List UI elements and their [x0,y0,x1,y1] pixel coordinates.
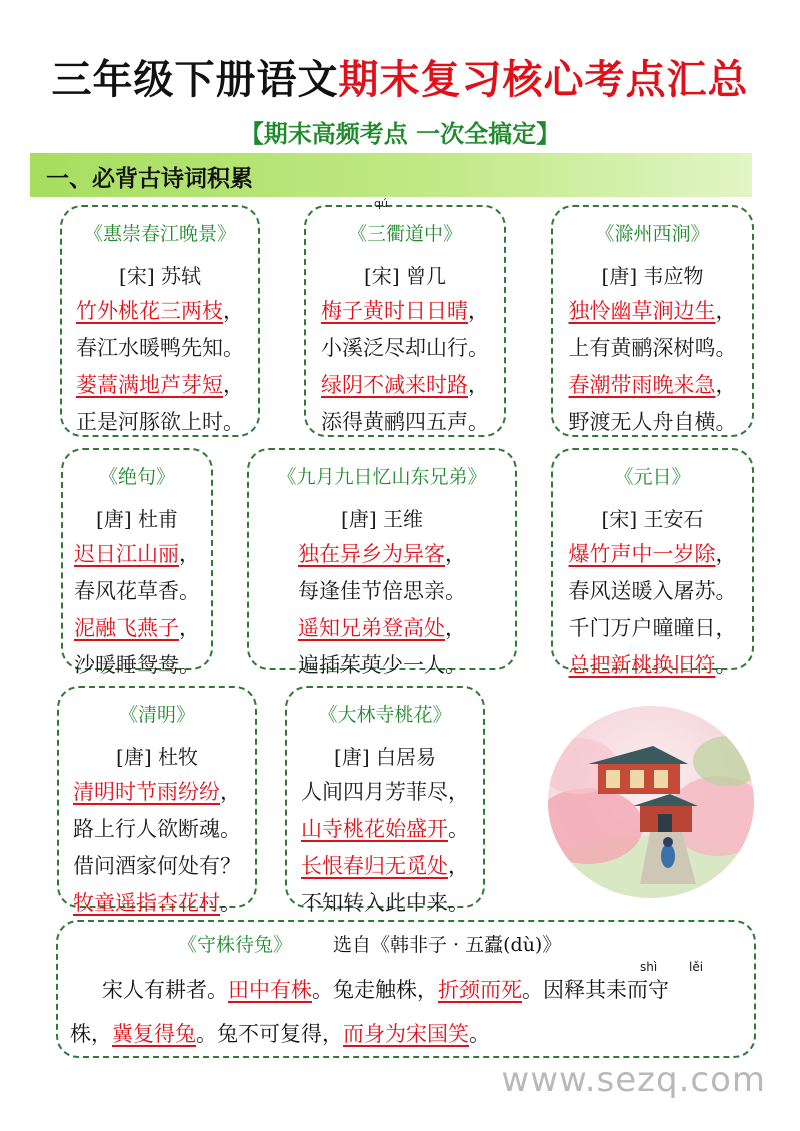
poem-line: 梅子黄时日日晴， [321,299,489,323]
poem-line: 牧童遥指杏花村。 [73,891,241,915]
fable-text: 。因释其耒而守 [522,978,669,1002]
poem-line: 长恨春归无觅处， [301,854,469,878]
poem-card-5 [247,448,517,677]
poem-line: 不知转入此中来。 [301,891,469,915]
fable-pinyin-shi: shì [640,960,658,974]
poem-line: 添得黄鹂四五声。 [321,410,489,434]
title-red: 期末复习核心考点汇总 [338,57,749,103]
fable-card [56,920,756,1058]
poem-line: 遍插茱萸少一人。 [298,653,466,677]
poem-line: 春风送暖入屠苏。 [568,579,737,603]
poem-card-6 [551,448,754,677]
fable-text: 株， [70,1022,112,1046]
page-subtitle: 【期末高频考点 一次全搞定】 [239,120,561,148]
poem-line: 千门万户曈曈日， [568,616,737,640]
poem-author: [唐] 杜牧 [116,745,198,769]
poem-line: 上有黄鹂深树鸣。 [568,336,737,360]
section-title: 一、必背古诗词积累 [46,166,253,192]
fable-text: 。 [469,1022,490,1046]
poem-line: 独在异乡为异客， [298,542,466,566]
poem-line: 每逢佳节倍思亲。 [298,579,466,603]
page-title [0,48,800,105]
poem-line: 春风花草香。 [74,579,200,603]
poem-line: 借问酒家何处有？ [73,854,241,878]
title-black: 三年级下册语文 [51,57,339,103]
fable-line-1 [102,974,669,1004]
poem-author: [唐] 杜甫 [96,507,178,531]
poem-author: [宋] 曾几 [364,264,446,288]
poem-line: 爆竹声中一岁除， [568,542,737,566]
poem-title: 《绝句》 [98,466,175,488]
poem-line: 总把新桃换旧符。 [568,653,737,677]
fable-text: 。兔走触株， [312,978,438,1002]
poem-title: 《大林寺桃花》 [318,704,452,726]
poem-line: 正是河豚欲上时。 [76,410,244,434]
watermark: www.sezq.com [501,1060,766,1100]
fable-text: 宋人有耕者。 [102,978,228,1002]
poem-title: 《三衢道中》 [347,223,462,245]
fable-key-phrase: 而身为宋国笑 [343,1022,469,1046]
poem-line: 绿阴不减来时路， [321,373,489,397]
poem-card-8 [285,686,485,915]
poem-line: 沙暖睡鸳鸯。 [74,653,200,677]
poem-line: 人间四月芳菲尽， [301,780,469,804]
poem-line: 蒌蒿满地芦芽短， [76,373,244,397]
poem-title: 《滁州西涧》 [595,223,710,245]
poem-line: 春潮带雨晚来急， [568,373,737,397]
fable-key-phrase: 折颈而死 [438,978,522,1002]
poem-line: 清明时节雨纷纷， [73,780,241,804]
poem-line: 竹外桃花三两枝， [76,299,244,323]
poem-title: 《九月九日忆山东兄弟》 [277,466,487,488]
poem-card-4 [61,448,213,677]
poem-line: 路上行人欲断魂。 [73,817,241,841]
poem-line: 独怜幽草涧边生， [568,299,737,323]
poem-title: 《清明》 [118,704,195,726]
poem-line: 山寺桃花始盛开。 [301,817,469,841]
poem-card-2 [304,197,506,437]
fable-title: 《守株待兔》 [178,934,293,956]
poem-line: 野渡无人舟自横。 [568,410,737,434]
poem-card-1 [60,205,260,437]
poem-line: 泥融飞燕子， [74,616,200,640]
poem-author: [宋] 苏轼 [119,264,201,288]
poem-author: [宋] 王安石 [601,507,704,531]
poem-line: 迟日江山丽， [74,542,200,566]
fable-pinyin-lei: lěi [689,960,704,974]
poem-line: 遥知兄弟登高处， [298,616,466,640]
poem-title: 《元日》 [614,466,691,488]
poem-title: 《惠崇春江晚景》 [83,223,236,245]
poem-card-7 [57,686,257,915]
fable-line-2 [70,1018,490,1048]
poem-author: [唐] 韦应物 [601,264,704,288]
poem-title-pinyin: qú [374,197,388,210]
poem-author: [唐] 王维 [341,507,423,531]
poem-card-3 [551,205,754,437]
poem-line: 春江水暖鸭先知。 [76,336,244,360]
section-header [30,153,752,197]
poem-line: 小溪泛尽却山行。 [321,336,489,360]
fable-key-phrase: 田中有株 [228,978,312,1002]
fable-key-phrase: 冀复得兔 [112,1022,196,1046]
poem-author: [唐] 白居易 [334,745,436,769]
fable-source: 选自《韩非子 · 五蠹(dù)》 [333,934,562,956]
fable-text: 。兔不可复得， [196,1022,343,1046]
temple-blossom-illustration [548,706,754,898]
